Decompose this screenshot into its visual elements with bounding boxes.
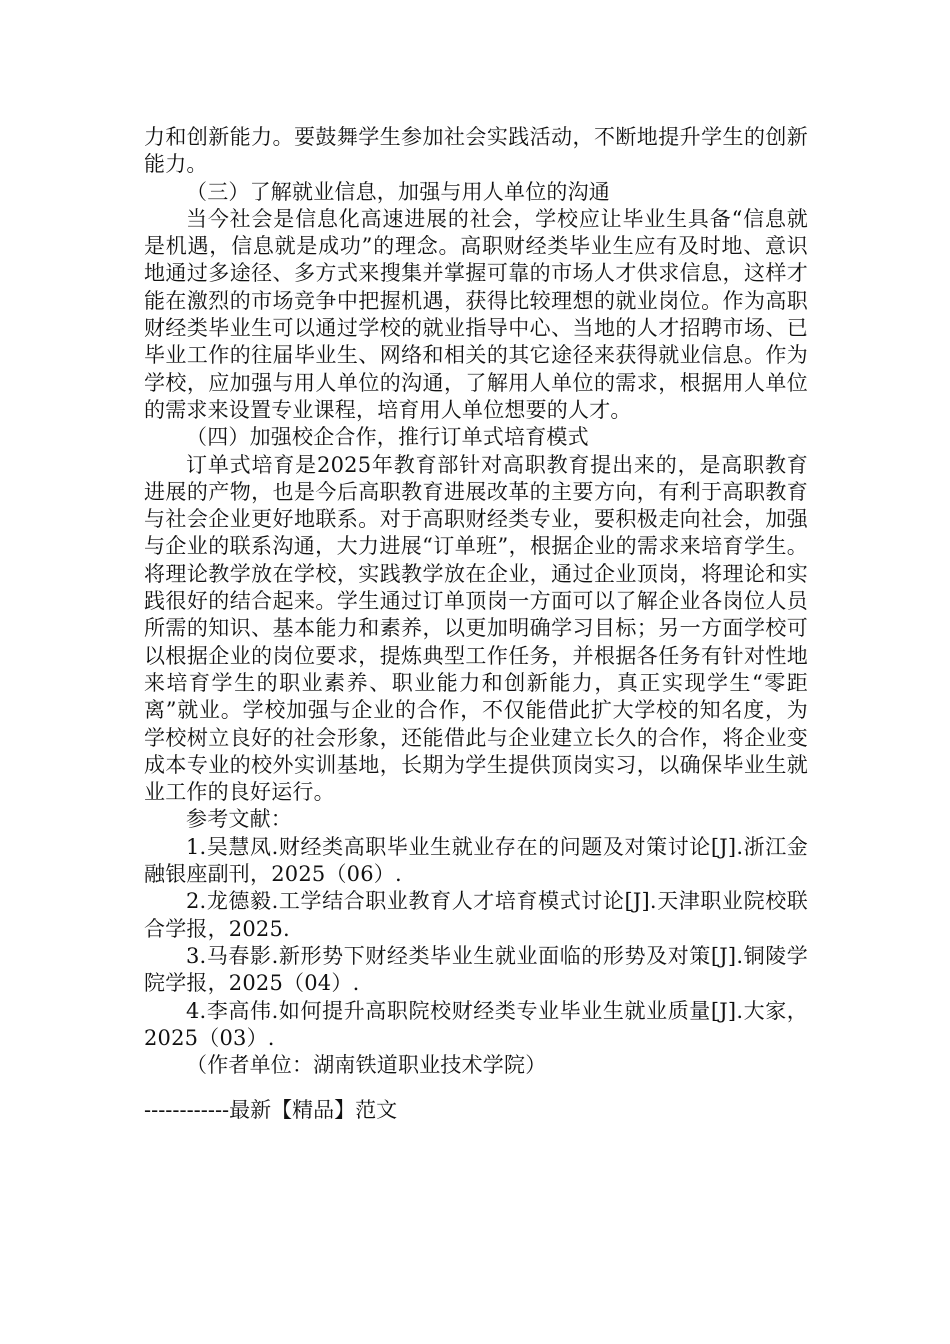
paragraph-employment-info: 当今社会是信息化高速进展的社会，学校应让毕业生具备“信息就是机遇，信息就是成功”的理念。高职财经类毕业生应有及时地、意识地通过多途径、多方式来搜集并掌握可靠的市场人才供求信息，这样才能在激烈的市场竞争中把握机遇，获得比较理想的就业岗位。作为高职财经类毕业生可以通过学校的就业指导中心、当地的人才招聘市场、已毕业工作的往届毕业生、网络和相关的其它途径来获得就业信息。作为学校，应加强与用人单位的沟通，了解用人单位的需求，根据用人单位的需求来设置专业课程，培育用人单位想要的人才。: [144, 206, 808, 422]
footer-banner: ------------最新【精品】范文: [144, 1098, 398, 1122]
reference-item-2: 2.龙德毅.工学结合职业教育人才培育模式讨论[J].天津职业院校联合学报，2025.: [144, 889, 808, 941]
reference-item-4: 4.李高伟.如何提升高职院校财经类专业毕业生就业质量[J].大家，2025（03）.: [144, 998, 808, 1050]
reference-item-1: 1.吴慧凤.财经类高职毕业生就业存在的问题及对策讨论[J].浙江金融银座副刊，2025（06）.: [144, 834, 808, 887]
paragraph-order-training: 订单式培育是2025年教育部针对高职教育提出来的，是高职教育进展的产物，也是今后高职教育进展改革的主要方向，有利于高职教育与社会企业更好地联系。对于高职财经类专业，要积极走向社会，加强与企业的联系沟通，大力进展“订单班”，根据企业的需求来培育学生。将理论教学放在学校，实践教学放在企业，通过企业顶岗，将理论和实践很好的结合起来。学生通过订单顶岗一方面可以了解企业各岗位人员所需的知识、基本能力和素养，以更加明确学习目标；另一方面学校可以根据企业的岗位要求，提炼典型工作任务，并根据各任务有针对性地来培育学生的职业素养、职业能力和创新能力，真正实现学生“零距离”就业。学校加强与企业的合作，不仅能借此扩大学校的知名度，为学校树立良好的社会形象，还能借此与企业建立长久的合作，将企业变成本专业的校外实训基地，长期为学生提供顶岗实习，以确保毕业生就业工作的良好运行。: [144, 452, 808, 805]
paragraph-continuation: 力和创新能力。要鼓舞学生参加社会实践活动，不断地提升学生的创新能力。: [144, 125, 808, 177]
section-heading-3: （三）了解就业信息，加强与用人单位的沟通: [186, 179, 610, 204]
references-title: 参考文献：: [186, 807, 292, 832]
section-heading-4: （四）加强校企合作，推行订单式培育模式: [186, 425, 589, 450]
document-body: [144, 124, 808, 1079]
author-unit: （作者单位：湖南铁道职业技术学院）: [186, 1053, 547, 1078]
reference-item-3: 3.马春影.新形势下财经类毕业生就业面临的形势及对策[J].铜陵学院学报，2025（04）.: [144, 943, 808, 996]
